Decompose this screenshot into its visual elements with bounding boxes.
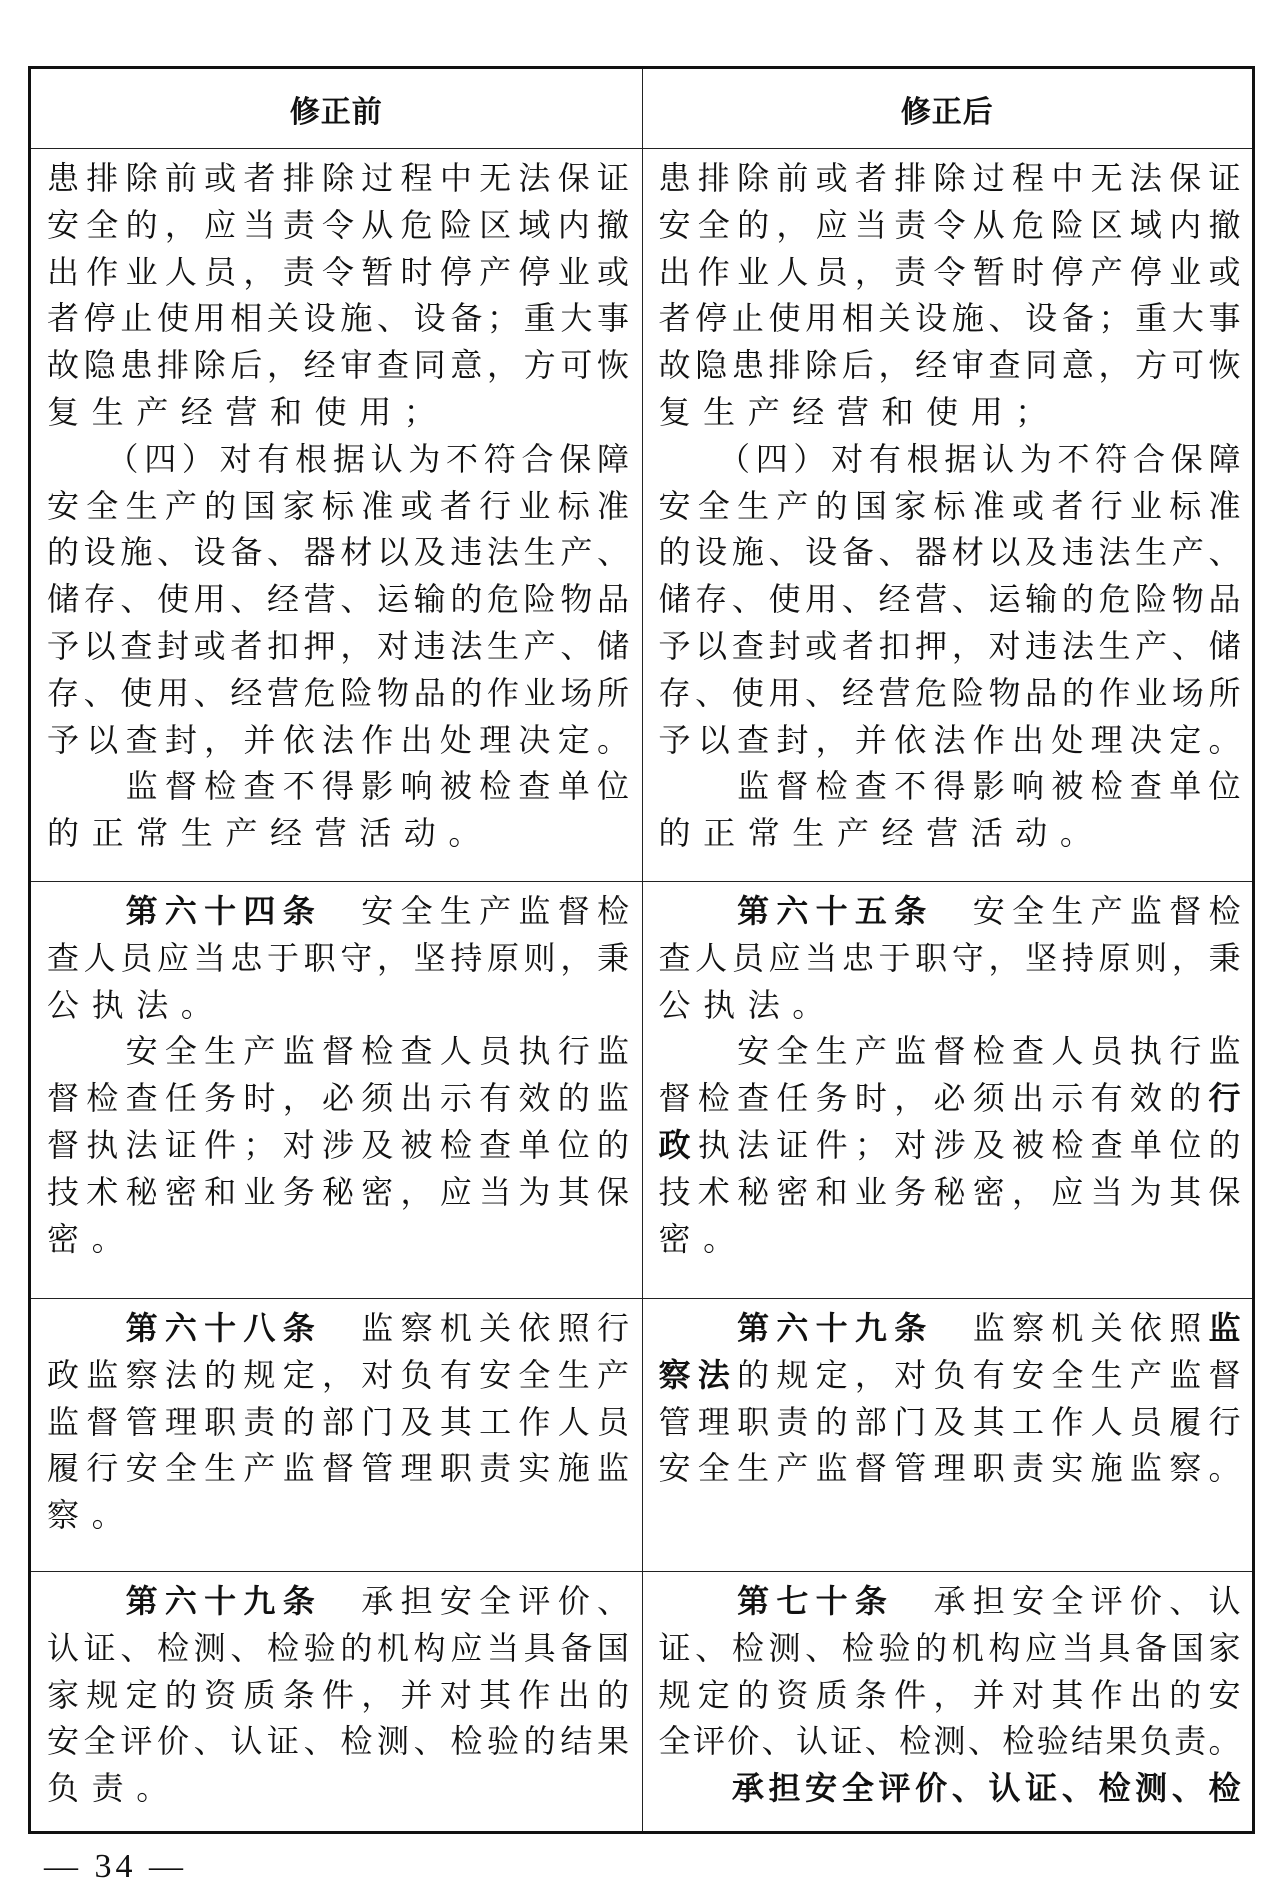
bold-text: 行 — [1208, 1079, 1241, 1118]
text-line: 者停止使用相关设施、设备；重大事 — [658, 299, 1241, 338]
cell-after — [642, 1299, 1253, 1571]
text-line: 者停止使用相关设施、设备；重大事 — [47, 299, 629, 338]
text-line — [659, 1765, 1241, 1812]
text-line — [47, 1305, 629, 1352]
text-line: 安全的，应当责令从危险区域内撤 — [658, 205, 1241, 244]
comparison-table — [28, 66, 1255, 1834]
text-segment — [659, 892, 738, 930]
text-line: 安全生产监督管理职责实施监察。 — [658, 1449, 1241, 1488]
text-segment: 监察机关依照行 — [322, 1309, 629, 1347]
cell-after — [642, 882, 1253, 1298]
text-line — [659, 1352, 1241, 1399]
text-line: 技术秘密和业务秘密，应当为其保 — [47, 1172, 629, 1211]
text-line: 监督检查不得影响被检查单位 — [47, 767, 629, 806]
text-segment — [659, 1582, 738, 1620]
bold-text: 第七十条 — [737, 1582, 895, 1620]
text-segment: 监察机关依照 — [933, 1309, 1209, 1347]
text-line: （四）对有根据认为不符合保障 — [658, 439, 1241, 478]
cell-after — [642, 1572, 1253, 1831]
text-line: 察。 — [47, 1496, 137, 1535]
text-segment — [47, 892, 126, 930]
bold-text: 第六十八条 — [125, 1309, 322, 1347]
table-row — [31, 1298, 1252, 1571]
bold-text: 监 — [1208, 1309, 1241, 1347]
header-before: 修正前 — [289, 94, 383, 130]
text-line: 密。 — [658, 1219, 748, 1258]
text-line — [659, 1122, 1241, 1169]
cell-before — [31, 149, 642, 881]
text-line: 规定的资质条件，并对其作出的安 — [658, 1675, 1241, 1714]
text-line: 患排除前或者排除过程中无法保证 — [47, 159, 629, 197]
text-line: 安全生产的国家标准或者行业标准 — [47, 486, 629, 525]
text-line: 安全生产监督检查人员执行监 — [47, 1032, 629, 1071]
text-line: （四）对有根据认为不符合保障 — [47, 439, 629, 478]
text-line: 予以查封或者扣押，对违法生产、储 — [47, 626, 629, 665]
text-line: 的正常生产经营活动。 — [47, 814, 494, 853]
text-line — [47, 1578, 629, 1625]
text-line: 全评价、认证、检测、检验结果负责。 — [658, 1722, 1241, 1761]
text-line — [659, 1578, 1241, 1625]
text-line: 的正常生产经营活动。 — [658, 814, 1105, 853]
text-segment: 督检查任务时，必须出示有效的 — [658, 1079, 1209, 1118]
table-row — [31, 881, 1252, 1298]
text-segment — [47, 1309, 126, 1347]
text-line — [659, 1075, 1241, 1122]
text-line: 予以查封，并依法作出处理决定。 — [47, 720, 629, 759]
text-line: 储存、使用、经营、运输的危险物品 — [658, 580, 1241, 619]
text-line: 公执法。 — [658, 985, 837, 1024]
bold-text: 第六十九条 — [125, 1582, 322, 1620]
cell-before — [31, 882, 642, 1298]
text-line: 复生产经营和使用； — [47, 392, 449, 431]
text-line: 安全生产监督检查人员执行监 — [658, 1032, 1241, 1071]
text-line: 查人员应当忠于职守，坚持原则，秉 — [658, 938, 1241, 977]
text-line: 监督管理职责的部门及其工作人员 — [47, 1402, 629, 1441]
table-row — [31, 148, 1252, 881]
text-segment: 执法证件；对涉及被检查单位的 — [697, 1125, 1241, 1164]
text-line: 储存、使用、经营、运输的危险物品 — [47, 580, 629, 619]
text-line: 公执法。 — [47, 985, 226, 1024]
text-line: 出作业人员，责令暂时停产停业或 — [47, 252, 629, 291]
text-line: 管理职责的部门及其工作人员履行 — [658, 1402, 1241, 1441]
cell-after — [642, 149, 1253, 881]
text-line: 安全评价、认证、检测、检验的结果 — [47, 1722, 629, 1761]
bold-text: 第六十五条 — [737, 892, 934, 930]
bold-text: 政 — [658, 1125, 698, 1164]
cell-before — [31, 1572, 642, 1831]
text-segment: 安全生产监督检 — [322, 892, 629, 930]
text-line: 技术秘密和业务秘密，应当为其保 — [658, 1172, 1241, 1211]
text-line: 家规定的资质条件，并对其作出的 — [47, 1675, 629, 1714]
text-segment — [659, 1309, 738, 1347]
text-line: 证、检测、检验的机构应当具备国家 — [658, 1628, 1241, 1667]
text-line: 故隐患排除后，经审查同意，方可恢 — [47, 346, 629, 385]
text-segment: 承担安全评价、认 — [894, 1582, 1241, 1620]
text-segment: 安全生产监督检 — [933, 892, 1241, 930]
text-segment: 承担安全评价、 — [322, 1582, 629, 1620]
text-line: 负责。 — [47, 1769, 181, 1808]
bold-text: 承担安全评价、认证、检测、检 — [731, 1769, 1241, 1808]
bold-text: 察法 — [658, 1355, 738, 1394]
text-line: 认证、检测、检验的机构应当具备国 — [47, 1628, 629, 1667]
text-line: 安全的，应当责令从危险区域内撤 — [47, 205, 629, 244]
text-line: 履行安全生产监督管理职责实施监 — [47, 1449, 629, 1488]
text-line: 患排除前或者排除过程中无法保证 — [658, 159, 1241, 197]
text-line: 复生产经营和使用； — [658, 392, 1060, 431]
text-line: 查人员应当忠于职守，坚持原则，秉 — [47, 938, 629, 977]
text-line: 的设施、设备、器材以及违法生产、 — [658, 533, 1241, 572]
cell-before — [31, 1299, 642, 1571]
page-number: — 34 — — [44, 1848, 187, 1885]
text-line: 出作业人员，责令暂时停产停业或 — [658, 252, 1241, 291]
text-line — [659, 888, 1241, 935]
text-segment — [659, 1769, 732, 1807]
bold-text: 第六十四条 — [125, 892, 322, 930]
text-line: 密。 — [47, 1219, 137, 1258]
text-line: 安全生产的国家标准或者行业标准 — [658, 486, 1241, 525]
text-line: 督检查任务时，必须出示有效的监 — [47, 1079, 629, 1118]
text-line: 予以查封或者扣押，对违法生产、储 — [658, 626, 1241, 665]
text-line — [659, 1305, 1241, 1352]
text-line: 督执法证件；对涉及被检查单位的 — [47, 1125, 629, 1164]
text-segment — [47, 1582, 126, 1620]
table-row — [31, 1571, 1252, 1831]
header-after: 修正后 — [642, 69, 1253, 148]
text-line: 存、使用、经营危险物品的作业场所 — [47, 673, 629, 712]
text-line: 监督检查不得影响被检查单位 — [658, 767, 1241, 806]
table-header-row — [31, 69, 1252, 148]
text-line: 故隐患排除后，经审查同意，方可恢 — [658, 346, 1241, 385]
text-line: 存、使用、经营危险物品的作业场所 — [658, 673, 1241, 712]
text-line: 政监察法的规定，对负有安全生产 — [47, 1355, 629, 1394]
bold-text: 第六十九条 — [737, 1309, 934, 1347]
text-line — [47, 888, 629, 935]
text-segment: 的规定，对负有安全生产监督 — [737, 1355, 1241, 1394]
text-line: 的设施、设备、器材以及违法生产、 — [47, 533, 629, 572]
text-line: 予以查封，并依法作出处理决定。 — [658, 720, 1241, 759]
